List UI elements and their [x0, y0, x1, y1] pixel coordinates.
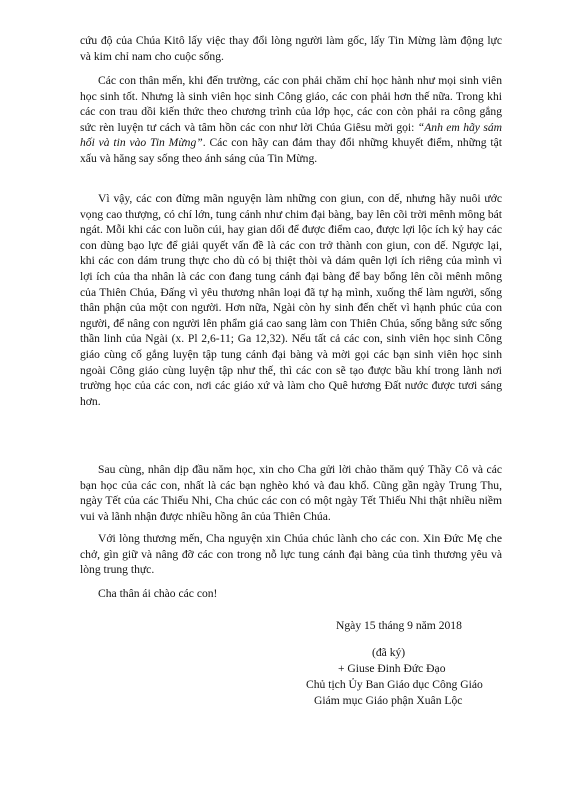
paragraph-student-duty — [80, 73, 502, 167]
paragraph-blessing: Với lòng thương mến, Cha nguyện xin Chúa chúc lành cho các con. Xin Đức Mẹ che chở, gìn giữ và nâng đỡ các con trong nỗ lực tung cánh đại bàng của tình thương yêu và lòng trung thực. — [80, 532, 502, 577]
paragraph-eagle: Vì vậy, các con đừng mãn nguyện làm những con giun, con dế, nhưng hãy nuôi ước vọng cao thượng, có chí lớn, tung cánh như chim đại bàng, bay lên cõi trời mênh mông bát ngát. Mỗi khi các con luồn cúi, hay gian dối để được điểm cao, được lợi lộc ích kỷ hay các con dùng bạo lực để giải quyết vấn đề là các con trở thành con giun, con dế. Ngược lại, khi các con dám trung thực cho dù có bị thiệt thòi và dám quên lợi ích riêng của mình vì lợi ích của tha nhân là các con đang tung cánh đại bàng để bay bổng lên cõi mênh mông của Thiên Chúa, Đấng vì yêu thương nhân loại đã tự hạ mình, xuống thế làm người, sống thân phận của một con người. Hơn nữa, Ngài còn hy sinh đến chết vì hạnh phúc của con người, để nâng con người lên phẩm giá cao sang làm con Thiên Chúa, sống bằng sức sống thần linh của Ngài (x. Pl 2,6-11; Ga 12,32). Nếu tất cả các con, sinh viên học sinh Công giáo cùng cố gắng luyện tập tung cánh đại bàng và mời gọi các bạn sinh viên học sinh ngoài Công giáo cùng luyện tập như thế, thì các con sẽ tạo được bầu khí trong lành nơi trường học của các con, nơi các giáo xứ và làm cho Quê hương Đất nước được tươi sáng hơn. — [80, 192, 502, 408]
closing-line: Cha thân ái chào các con! — [98, 587, 218, 600]
signature-title-committee: Chủ tịch Ủy Ban Giáo dục Công Giáo — [306, 678, 483, 691]
signature-signed-note: (đã ký) — [372, 646, 406, 659]
paragraph-greetings: Sau cùng, nhân dịp đầu năm học, xin cho Cha gửi lời chào thăm quý Thầy Cô và các bạn học của các con, nhất là các bạn nghèo khó và đau khổ. Cũng gần ngày Trung Thu, ngày Tết của các Thiếu Nhi, Cha chúc các con có một ngày Tết Thiếu Nhi thật nhiều niềm vui và lãnh nhận được nhiều hồng ân của Thiên Chúa. — [80, 463, 502, 523]
signature-name: + Giuse Đinh Đức Đạo — [338, 662, 446, 675]
paragraph-student-duty-text-after: . Các con hãy can đảm thay đổi những khuyết điểm, những tật xấu và hăng say sống theo ánh sáng của Tin Mừng. — [80, 136, 502, 165]
paragraph-student-duty-text-before: Các con thân mến, khi đến trường, các con phải chăm chỉ học hành như mọi sinh viên học sinh tốt. Nhưng là sinh viên học sinh Công giáo, các con phải hơn thế nữa. Trong khi các con trau dồi kiến thức theo chương trình của lớp học, các con còn phải ra công gắng sức rèn luyện tư cách và tâm hồn các con như lời Chúa Giêsu mời gọi: — [80, 74, 502, 134]
signature-date: Ngày 15 tháng 9 năm 2018 — [336, 619, 462, 632]
paragraph-continued: cứu độ của Chúa Kitô lấy việc thay đổi lòng người làm gốc, lấy Tin Mừng làm động lực và kim chỉ nam cho cuộc sống. — [80, 34, 502, 63]
scripture-quote: “Anh em hãy sám hối và tin vào Tin Mừng” — [80, 120, 502, 150]
signature-title-bishop: Giám mục Giáo phận Xuân Lộc — [314, 694, 463, 707]
